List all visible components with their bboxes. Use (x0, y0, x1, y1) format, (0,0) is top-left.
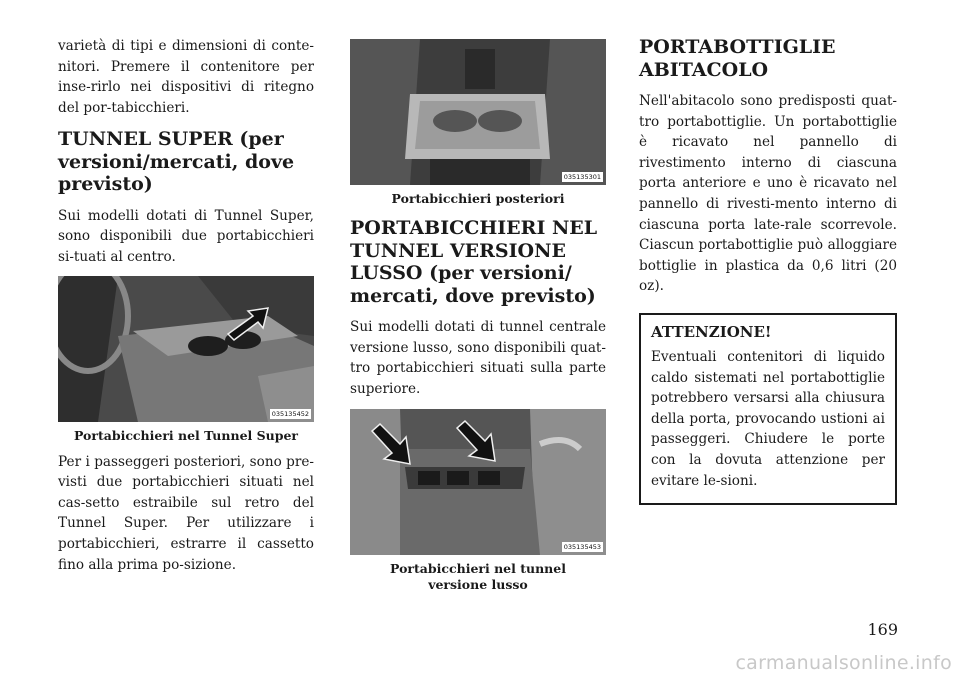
tunnel-super-heading: TUNNEL SUPER (per versioni/mercati, dove previsto) (58, 128, 295, 196)
page-number: 169 (867, 620, 898, 639)
lusso-cupholder-photo (350, 409, 606, 555)
intro-paragraph: varietà di tipi e dimensioni di conte-nitori. Premere il contenitore per inse-rirlo nei dispositivi di ritegno del por-tabicchieri. (58, 38, 314, 116)
lusso-paragraph: Sui modelli dotati di tunnel centrale versione lusso, sono disponibili quat-tro portabicchieri situati sulla parte superiore. (350, 319, 606, 397)
figure-caption: Portabicchieri nel tunnel versione lusso (390, 561, 566, 593)
rear-cupholder-illustration (350, 39, 606, 185)
column-left (58, 36, 314, 575)
figure-caption: Portabicchieri nel Tunnel Super (73, 427, 299, 443)
rear-cupholder-paragraph: Per i passeggeri posteriori, sono pre-visti due portabicchieri situati nel cas-setto estraibile sul retro del Tunnel Super. Per utilizzare i portabicchieri, estrarre il cassetto fino alla prima po-sizione. (58, 453, 314, 573)
lusso-cupholder-illustration (350, 409, 606, 555)
warning-title: ATTENZIONE! (651, 322, 772, 341)
tunnel-super-illustration (58, 276, 314, 422)
figure-code: 035135453 (563, 543, 601, 552)
column-middle (350, 39, 606, 601)
figure-code: 035135301 (563, 173, 601, 181)
rear-cupholder-photo (350, 39, 606, 185)
tunnel-super-photo (58, 276, 314, 422)
figure-caption: Portabicchieri posteriori (391, 191, 565, 206)
warning-text: Eventuali contenitori di liquido caldo sistemati nel portabottiglie potrebbero versarsi alla chiusura della porta, provocando ustioni ai passeggeri. Chiudere le porte con la dovuta attenzione per evitare le-sioni. (651, 348, 885, 489)
column-right (639, 36, 897, 505)
warning-box (639, 313, 897, 505)
lusso-heading: PORTABICCHIERI NEL TUNNEL VERSIONE LUSSO (per versioni/ mercati, dove previsto) (350, 217, 598, 307)
tunnel-super-paragraph: Sui modelli dotati di Tunnel Super, sono disponibili due portabicchieri si-tuati al centro. (58, 207, 314, 266)
figure-code: 035135452 (271, 409, 309, 418)
portabottiglie-paragraph: Nell'abitacolo sono predisposti quat-tro portabottiglie. Un portabottiglie è ricavato nel pannello di rivestimento interno di ciascuna porta anteriore e uno è ricavato nel pannello di rivesti-mento interno di ciascuna porta late-rale scorrevole. Ciascun portabottiglie può alloggiare bottiglie in plastica da 0,6 litri (20 oz). (639, 93, 897, 295)
watermark: carmanualsonline.info (735, 652, 952, 674)
portabottiglie-heading: PORTABOTTIGLIE ABITACOLO (639, 36, 836, 81)
